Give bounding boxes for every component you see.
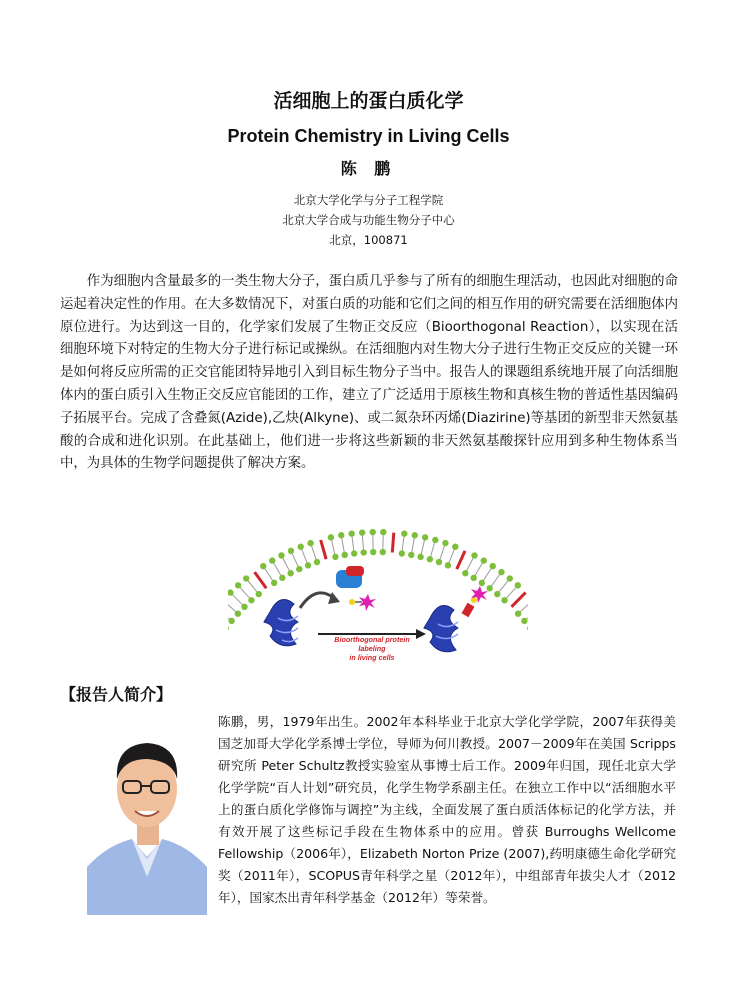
lipid-head	[288, 548, 294, 554]
membrane-channel	[392, 533, 394, 553]
lipid-head	[243, 575, 249, 581]
lipid-head	[235, 582, 241, 588]
lipid-head	[432, 537, 438, 543]
lipid-head	[360, 549, 366, 555]
lipid-head	[328, 534, 334, 540]
lipid-head	[248, 597, 254, 603]
lipid-head	[228, 618, 234, 624]
lipid-head	[471, 552, 477, 558]
probe-icon	[349, 594, 376, 611]
lipid-head	[470, 575, 476, 581]
affiliation-line: 北京大学化学与分子工程学院	[293, 193, 444, 207]
lipid-head	[332, 554, 338, 560]
lipid-head	[305, 562, 311, 568]
lipid-head	[278, 552, 284, 558]
lipid-head	[380, 529, 386, 535]
lipid-head	[436, 559, 442, 565]
protein-right-icon	[424, 586, 488, 652]
membrane-channel	[512, 593, 526, 607]
lipid-head	[351, 550, 357, 556]
lipid-head	[462, 570, 468, 576]
lipid-head	[501, 597, 507, 603]
lipid-head	[445, 562, 451, 568]
affiliation-postal: 北京，100871	[329, 233, 408, 247]
lipid-head	[417, 554, 423, 560]
lipid-head	[412, 532, 418, 538]
figure-caption-line: labeling	[358, 644, 386, 653]
lipid-head	[269, 557, 275, 563]
lipid-head	[260, 563, 266, 569]
lipid-head	[370, 529, 376, 535]
lipid-head	[479, 580, 485, 586]
lipid-head	[427, 556, 433, 562]
lipid-head	[399, 550, 405, 556]
lipid-head	[494, 591, 500, 597]
bioorthogonal-labeling-figure	[228, 522, 528, 668]
lipid-head	[527, 625, 528, 631]
membrane-channel	[321, 540, 326, 559]
lipid-head	[307, 540, 313, 546]
figure-caption-line: in living cells	[349, 653, 395, 662]
lipid-head	[235, 610, 241, 616]
lipid-head	[228, 625, 229, 631]
lipid-head	[486, 585, 492, 591]
figure-caption-line: Bioorthogonal protein	[334, 635, 410, 644]
lipid-head	[314, 559, 320, 565]
membrane-channel	[255, 572, 267, 588]
curved-arrow-icon	[300, 593, 334, 608]
lipid-head	[481, 557, 487, 563]
lipid-head	[422, 534, 428, 540]
lipid-head	[380, 549, 386, 555]
affiliation-line: 北京大学合成与功能生物分子中心	[282, 213, 455, 227]
lipid-head	[296, 566, 302, 572]
speaker-biography: 陈鹏，男，1979年出生。2002年本科毕业于北京大学化学学院，2007年获得美国芝加哥大学化学系博士学位，导师为何川教授。2007－2009年在美国 Scripps研究所 Peter Schultz教授实验室从事博士后工作。2009年归国，现任北京大学化学学院“百人计划”研究员，化学生物学系副主任。在独立工作中以“活细胞水平上的蛋白质化学修饰与调控”为主线，全面发展了蛋白质活体标记的化学方法，并有效开展了这些标记手段在生物体系中的应用。曾获 Burroughs Wellcome Fellowship（2006年），Elizabeth Norton Prize (2007),药明康德生命化学研究奖（2011年），SCOPUS青年科学之星（2012年），中组部青年拔尖人才（2012年），国家杰出青年科学基金（2012年）等荣誉。	[218, 714, 676, 905]
lipid-head	[348, 530, 354, 536]
lipid-head	[442, 540, 448, 546]
lipid-head	[271, 580, 277, 586]
lipid-head	[256, 591, 262, 597]
page-title-english: Protein Chemistry in Living Cells	[227, 126, 510, 146]
lipid-head	[279, 575, 285, 581]
lipid-head	[342, 552, 348, 558]
membrane-channel	[457, 551, 465, 569]
lipid-head	[452, 544, 458, 550]
lipid-head	[338, 532, 344, 538]
lipid-head	[408, 552, 414, 558]
section-heading-speaker: 【报告人简介】	[60, 685, 173, 704]
abstract-paragraph: 作为细胞内含量最多的一类生物大分子，蛋白质几乎参与了所有的细胞生理活动，也因此对细胞的命运起着决定性的作用。在大多数情况下，对蛋白质的功能和它们之间的相互作用的研究需要在活细胞体内原位进行。为达到这一目的，化学家们发展了生物正交反应（Bioorthogonal Reaction），以实现在活细胞环境下对特定的生物大分子进行标记或操纵。在活细胞内对生物大分子进行生物正交反应的关键一环是如何将反应所需的正交官能团特异地引入到目标生物分子当中。报告人的课题组系统地开展了向活细胞体内的蛋白质引入生物正交反应官能团的工作，建立了广泛适用于原核生物和真核生物的普适性基因编码子拓展平台。完成了含叠氮(Azide),乙炔(Alkyne)、或二氮杂环丙烯(Diazirine)等基团的新型非天然氨基酸的合成和进化识别。在此基础上，他们进一步将这些新颖的非天然氨基酸探针应用到多种生物体系当中，为具体的生物学问题提供了解决方案。	[60, 274, 678, 472]
lipid-head	[490, 563, 496, 569]
lipid-head	[287, 570, 293, 576]
reagent-icon	[336, 566, 364, 588]
lipid-head	[241, 604, 247, 610]
lipid-head	[515, 610, 521, 616]
arrowhead-icon	[416, 629, 426, 639]
author-name: 陈 鹏	[340, 159, 397, 178]
lipid-head	[515, 582, 521, 588]
page-title-chinese: 活细胞上的蛋白质化学	[273, 90, 464, 112]
lipid-head	[498, 569, 504, 575]
lipid-head	[359, 529, 365, 535]
lipid-head	[507, 575, 513, 581]
lipid-head	[370, 549, 376, 555]
protein-left-icon	[264, 600, 298, 646]
lipid-head	[401, 530, 407, 536]
lipid-head	[297, 544, 303, 550]
lipid-head	[521, 618, 527, 624]
speaker-photo	[87, 717, 207, 915]
